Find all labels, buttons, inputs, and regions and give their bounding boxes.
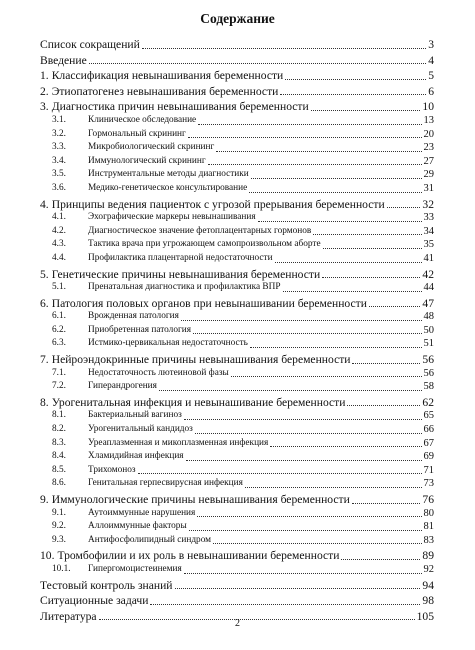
toc-entry-title: Тромбофилии и их роль в невынашивании беременности <box>57 549 340 563</box>
toc-entry-number: 6.2. <box>52 324 66 335</box>
toc-entry-title: Ситуационные задачи <box>40 594 149 608</box>
toc-entry <box>40 252 434 266</box>
toc-entry-title: Врожденная патология <box>88 311 179 322</box>
dot-leader <box>193 333 421 334</box>
toc-entry-title: Пренатальная диагностика и профилактика ВПР <box>88 282 281 293</box>
toc-entry-number: 9.2. <box>52 521 66 532</box>
toc-entry <box>40 182 434 196</box>
toc-entry-page: 81 <box>423 521 434 533</box>
toc-entry-title: Генетические причины невынашивания беременности <box>51 267 321 281</box>
toc-entry-page: 23 <box>423 142 434 154</box>
toc-entry-number: 10.1. <box>52 563 71 574</box>
toc-entry-page: 20 <box>423 128 434 140</box>
dot-leader <box>387 207 421 208</box>
toc-entry-page: 94 <box>422 578 434 592</box>
toc-entry <box>40 297 434 311</box>
toc-entry <box>40 141 434 155</box>
toc-entry <box>40 268 434 282</box>
toc-entry-page: 80 <box>423 507 434 519</box>
toc-entry-page: 6 <box>428 84 434 98</box>
dot-leader <box>184 419 422 420</box>
toc-entry-page: 31 <box>423 182 434 194</box>
toc-entry-title: Введение <box>40 53 87 67</box>
toc-entry <box>40 337 434 351</box>
toc-entry-title: Гормональный скрининг <box>88 128 186 139</box>
toc-entry-number: 9. <box>40 493 49 506</box>
toc-entry <box>40 450 434 464</box>
toc-entry-title: Аутоиммунные нарушения <box>88 507 196 518</box>
toc-entry-page: 47 <box>422 296 434 310</box>
toc-entry-page: 71 <box>423 464 434 476</box>
toc-entry-page: 41 <box>423 252 434 264</box>
toc-entry <box>40 396 434 410</box>
dot-leader <box>313 234 421 235</box>
toc-entry-number: 5. <box>40 267 49 281</box>
toc-entry <box>40 477 434 491</box>
toc-entry <box>40 594 434 608</box>
toc-entry <box>40 353 434 367</box>
toc-entry-title: Генитальная герпесвирусная инфекция <box>88 478 243 489</box>
toc-entry-page: 51 <box>423 338 434 350</box>
dot-leader <box>251 178 422 179</box>
toc-entry-page: 92 <box>423 563 434 575</box>
toc-entry-number: 8.1. <box>52 410 66 421</box>
dot-leader <box>216 151 421 152</box>
toc-entry-title: Микробиологический скрининг <box>88 142 215 153</box>
toc-entry-title: Классификация невынашивания беременности <box>51 69 284 83</box>
dot-leader <box>250 347 422 348</box>
toc-entry-title: Диагностическое значение фетоплацентарных гормонов <box>88 225 312 236</box>
dot-leader <box>159 390 422 391</box>
toc-entry-page: 42 <box>422 267 434 281</box>
dot-leader <box>341 559 420 560</box>
dot-leader <box>89 63 426 64</box>
toc-entry-page: 34 <box>423 225 434 237</box>
toc-entry <box>40 409 434 423</box>
toc-entry-number: 9.1. <box>52 507 66 518</box>
toc-entry-page: 13 <box>423 114 434 126</box>
toc-entry-title: Медико-генетическое консультирование <box>88 182 248 193</box>
toc-entry <box>40 579 434 593</box>
toc-entry-number: 4. <box>40 197 49 211</box>
dot-leader <box>285 79 426 80</box>
toc-entry <box>40 549 434 563</box>
toc-entry-title: Этиопатогенез невынашивания беременности <box>51 84 279 98</box>
toc-entry-title: Гиперандрогения <box>88 381 157 392</box>
toc-entry-title: Бактериальный вагиноз <box>88 410 182 421</box>
toc-entry-number: 7. <box>40 353 49 367</box>
toc-entry-number: 5.1. <box>52 282 66 293</box>
toc-entry-title: Профилактика плацентарной недостаточности <box>88 252 273 263</box>
toc-entry <box>40 100 434 114</box>
toc-entry-page: 27 <box>423 155 434 167</box>
toc-entry-number: 10. <box>40 549 55 563</box>
toc-entry-title: Иммунологические причины невынашивания беременности <box>51 493 350 506</box>
dot-leader <box>231 376 422 377</box>
dot-leader <box>275 262 422 263</box>
toc-entry-title: Нейроэндокринные причины невынашивания беременности <box>51 353 351 367</box>
dot-leader <box>138 473 422 474</box>
toc-entry-page: 66 <box>423 424 434 436</box>
toc-entry-page: 105 <box>416 609 434 623</box>
dot-leader <box>270 446 421 447</box>
toc-entry-number: 4.1. <box>52 212 66 223</box>
toc-entry-page: 50 <box>423 324 434 336</box>
dot-leader <box>188 137 422 138</box>
toc-entry <box>40 225 434 239</box>
toc-entry <box>40 211 434 225</box>
toc-entry-page: 35 <box>423 239 434 251</box>
dot-leader <box>283 291 422 292</box>
page-number: 2 <box>235 618 240 629</box>
toc-entry-number: 3. <box>40 100 49 114</box>
toc-entry-page: 98 <box>422 594 434 608</box>
toc-entry-title: Список сокращений <box>40 38 140 51</box>
toc-entry <box>40 423 434 437</box>
toc-entry-page: 76 <box>422 493 434 506</box>
toc-entry-number: 7.1. <box>52 367 66 378</box>
toc-entry-number: 3.3. <box>52 142 66 153</box>
toc-entry-number: 6.1. <box>52 311 66 322</box>
toc-entry-title: Диагностика причин невынашивания беременности <box>51 100 309 114</box>
toc-entry-number: 3.1. <box>52 114 66 125</box>
toc-entry <box>40 54 434 68</box>
dot-leader <box>197 516 421 517</box>
dot-leader <box>258 221 422 222</box>
toc-entry-title: Принципы ведения пациенток с угрозой прерывания беременности <box>51 197 385 211</box>
toc-entry <box>40 437 434 451</box>
toc-entry-title: Трихомоноз <box>88 464 136 475</box>
toc-entry-title: Урогенитальный кандидоз <box>88 424 193 435</box>
dot-leader <box>195 433 422 434</box>
dot-leader <box>208 164 422 165</box>
toc-entry <box>40 85 434 99</box>
toc-entry-title: Патология половых органов при невынашивании беременности <box>51 296 367 310</box>
table-of-contents <box>40 38 434 623</box>
toc-entry <box>40 238 434 252</box>
toc-entry-page: 62 <box>422 395 434 409</box>
toc-entry-number: 6. <box>40 296 49 310</box>
toc-entry-number: 2. <box>40 84 49 98</box>
toc-entry-page: 10 <box>422 100 434 114</box>
toc-entry <box>40 310 434 324</box>
toc-entry-page: 67 <box>423 437 434 449</box>
toc-entry-number: 3.4. <box>52 155 66 166</box>
toc-entry <box>40 155 434 169</box>
toc-entry-number: 3.6. <box>52 182 66 193</box>
toc-entry-title: Аллоиммунные факторы <box>88 521 187 532</box>
toc-entry-number: 8.5. <box>52 464 66 475</box>
toc-entry-number: 6.3. <box>52 338 66 349</box>
toc-entry-page: 3 <box>428 38 434 51</box>
toc-entry-number: 4.2. <box>52 225 66 236</box>
toc-entry-number: 1. <box>40 69 49 83</box>
toc-entry-page: 58 <box>423 381 434 393</box>
toc-entry-title: Уреаплазменная и микоплазменная инфекция <box>88 437 269 448</box>
toc-entry-page: 4 <box>428 53 434 67</box>
toc-entry <box>40 281 434 295</box>
toc-entry-title: Антифосфолипидный синдром <box>88 534 212 545</box>
toc-entry <box>40 38 434 52</box>
toc-entry-number: 3.2. <box>52 128 66 139</box>
dot-leader <box>184 573 422 574</box>
toc-entry-page: 56 <box>422 353 434 367</box>
toc-entry <box>40 493 434 507</box>
toc-entry-number: 4.4. <box>52 252 66 263</box>
dot-leader <box>189 530 422 531</box>
toc-entry-page: 69 <box>423 451 434 463</box>
dot-leader <box>213 543 421 544</box>
toc-entry-number: 8.6. <box>52 478 66 489</box>
page-title: Содержание <box>200 11 275 26</box>
toc-entry-title: Иммунологический скрининг <box>88 155 206 166</box>
toc-entry-number: 8.3. <box>52 437 66 448</box>
toc-entry <box>40 128 434 142</box>
toc-entry <box>40 534 434 548</box>
toc-entry-title: Урогенитальная инфекция и невынашивание беременности <box>51 395 346 409</box>
toc-entry-page: 73 <box>423 478 434 490</box>
dot-leader <box>369 306 420 307</box>
toc-entry-title: Клиническое обследование <box>88 114 197 125</box>
toc-entry-title: Тестовый контроль знаний <box>40 578 173 592</box>
dot-leader <box>198 124 421 125</box>
toc-entry-title: Хламидийная инфекция <box>88 451 184 462</box>
dot-leader <box>175 588 421 589</box>
toc-entry-number: 3.5. <box>52 169 66 180</box>
toc-entry-page: 56 <box>423 367 434 379</box>
toc-entry <box>40 114 434 128</box>
toc-entry-page: 83 <box>423 534 434 546</box>
toc-entry-number: 4.3. <box>52 239 66 250</box>
toc-entry-page: 29 <box>423 169 434 181</box>
toc-entry-title: Гипергомоцистеинемия <box>88 563 182 574</box>
dot-leader <box>311 110 421 111</box>
toc-entry-title: Приобретенная патология <box>88 324 192 335</box>
toc-entry-page: 32 <box>422 197 434 211</box>
toc-entry-title: Недостаточность лютеиновой фазы <box>88 367 229 378</box>
toc-entry-number: 8.2. <box>52 424 66 435</box>
toc-entry <box>40 464 434 478</box>
toc-entry <box>40 563 434 577</box>
toc-entry-title: Тактика врача при угрожающем самопроизвольном аборте <box>88 239 321 250</box>
dot-leader <box>142 48 426 49</box>
toc-entry-page: 44 <box>423 282 434 294</box>
dot-leader <box>249 192 421 193</box>
dot-leader <box>181 320 422 321</box>
toc-entry-title: Инструментальные методы диагностики <box>88 169 249 180</box>
dot-leader <box>347 405 420 406</box>
toc-entry-title: Эхографические маркеры невынашивания <box>88 212 256 223</box>
toc-entry <box>40 69 434 83</box>
toc-entry-page: 89 <box>422 549 434 563</box>
toc-entry-title: Литература <box>40 609 97 623</box>
toc-entry <box>40 367 434 381</box>
toc-entry-number: 7.2. <box>52 381 66 392</box>
dot-leader <box>280 94 426 95</box>
toc-entry <box>40 520 434 534</box>
toc-entry-number: 9.3. <box>52 534 66 545</box>
toc-entry <box>40 168 434 182</box>
toc-entry-number: 8.4. <box>52 451 66 462</box>
toc-entry-page: 48 <box>423 311 434 323</box>
toc-entry <box>40 198 434 212</box>
dot-leader <box>322 277 420 278</box>
dot-leader <box>245 487 422 488</box>
toc-entry-page: 33 <box>423 212 434 224</box>
toc-entry <box>40 324 434 338</box>
toc-entry-page: 5 <box>428 69 434 83</box>
toc-entry-number: 8. <box>40 395 49 409</box>
dot-leader <box>323 248 422 249</box>
dot-leader <box>186 460 422 461</box>
dot-leader <box>352 503 421 504</box>
toc-entry <box>40 507 434 521</box>
toc-entry-page: 65 <box>423 410 434 422</box>
dot-leader <box>150 604 420 605</box>
toc-entry-title: Истмико-цервикальная недостаточность <box>88 338 248 349</box>
dot-leader <box>352 363 420 364</box>
toc-entry <box>40 380 434 394</box>
